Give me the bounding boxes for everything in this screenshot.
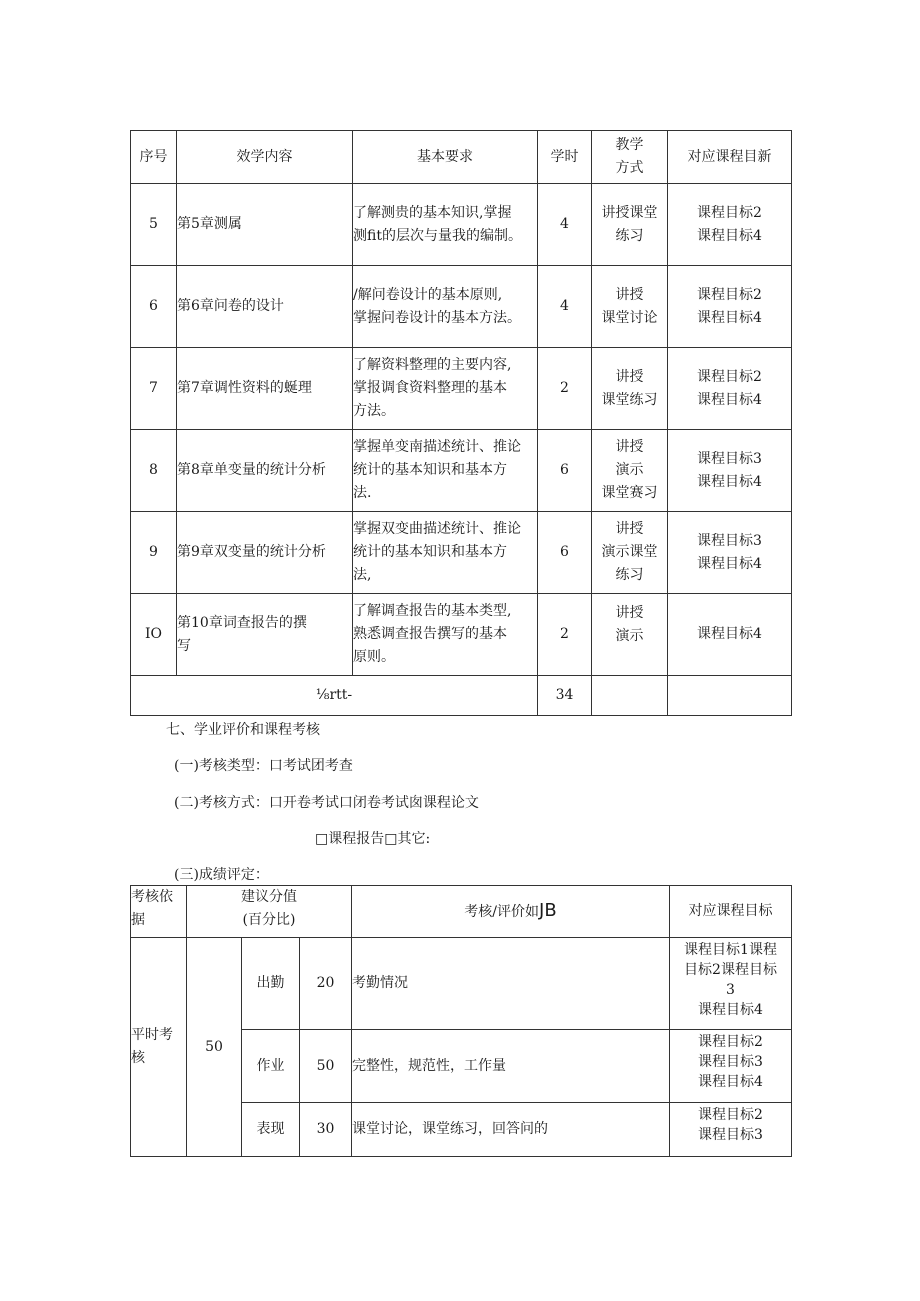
row-requirement: 了解调查报告的基本类型, 熟悉调查报告撰写的基本 原则。 — [353, 594, 538, 676]
total-hours: 34 — [538, 676, 592, 716]
row-goal: 课程目标3 课程目标4 — [668, 430, 792, 512]
section-heading: 七、学业评价和课程考核 — [166, 722, 320, 738]
row-requirement: 掌握单变南描述统计、推论 统计的基本知识和基本方 法. — [353, 430, 538, 512]
row-index: 5 — [131, 184, 177, 266]
header-requirement: 基本要求 — [353, 131, 538, 184]
row-goal: 课程目标4 — [668, 594, 792, 676]
row-goal: 课程目标2 课程目标4 — [668, 184, 792, 266]
table-header-row — [131, 131, 792, 184]
header-goal: 对应课程目标 — [670, 886, 792, 938]
row-index: IO — [131, 594, 177, 676]
table-row — [131, 594, 792, 676]
table-row — [131, 348, 792, 430]
item-goals — [670, 938, 792, 1030]
table-row — [131, 512, 792, 594]
goal-line: 3 — [726, 982, 735, 998]
row-goal: 课程目标3 课程目标4 — [668, 512, 792, 594]
item-description: 完整性，规范性，工作量 — [352, 1030, 670, 1103]
row-index: 7 — [131, 348, 177, 430]
total-method-empty — [592, 676, 668, 716]
row-method: 讲授 演示 课堂赛习 — [592, 430, 668, 512]
item-score: 20 — [300, 938, 352, 1030]
group-score: 50 — [187, 938, 242, 1157]
row-index: 8 — [131, 430, 177, 512]
table-row — [131, 184, 792, 266]
row-hours: 6 — [538, 430, 592, 512]
goal-line: 课程目标4 — [698, 1074, 763, 1090]
row-goal: 课程目标2 课程目标4 — [668, 266, 792, 348]
goal-line: 课程目标2 — [698, 1107, 763, 1123]
grade-row — [131, 938, 792, 1030]
row-hours: 2 — [538, 594, 592, 676]
header-method: 教学 方式 — [592, 131, 668, 184]
row-hours: 6 — [538, 512, 592, 594]
grade-table — [130, 885, 792, 1157]
goal-line: 课程目标3 — [698, 1054, 763, 1070]
row-hours: 2 — [538, 348, 592, 430]
grade-header-row — [131, 886, 792, 938]
row-content: 第5章测属 — [177, 184, 353, 266]
item-goals — [670, 1030, 792, 1103]
row-requirement: /解问卷设计的基本原则, 掌握问卷设计的基本方法。 — [353, 266, 538, 348]
assessment-method-line-2: □课程报告□其它: — [315, 831, 431, 847]
item-name: 作业 — [242, 1030, 300, 1103]
item-name: 出勤 — [242, 938, 300, 1030]
row-content: 第9章双变量的统计分析 — [177, 512, 353, 594]
table-row — [131, 430, 792, 512]
header-index: 序号 — [131, 131, 177, 184]
row-content: 第8章单变量的统计分析 — [177, 430, 353, 512]
header-goal: 对应课程目新 — [668, 131, 792, 184]
row-content: 第7章调性资料的蜒理 — [177, 348, 353, 430]
row-method: 讲授 课堂讨论 — [592, 266, 668, 348]
row-content: 第6章问卷的设计 — [177, 266, 353, 348]
table-row — [131, 266, 792, 348]
header-hours: 学时 — [538, 131, 592, 184]
row-content: 第10章词查报告的撰 写 — [177, 594, 353, 676]
row-method: 讲授 演示 — [592, 594, 668, 676]
row-method: 讲授 课堂练习 — [592, 348, 668, 430]
total-row — [131, 676, 792, 716]
group-name: 平时考 核 — [131, 938, 187, 1157]
header-basis: 考核依 据 — [131, 886, 187, 938]
assessment-method-line: (二)考核方式：口开卷考试口闭卷考试囱课程论文 — [174, 795, 479, 811]
assessment-type-line: (一)考核类型：口考试团考查 — [174, 758, 353, 774]
header-content: 效学内容 — [177, 131, 353, 184]
row-requirement: 了解测贵的基本知识,掌握 测fit的层次与量我的编制。 — [353, 184, 538, 266]
row-requirement: 了解资料整理的主要内容, 掌报调食资料整理的基本 方法。 — [353, 348, 538, 430]
row-goal: 课程目标2 课程目标4 — [668, 348, 792, 430]
row-method: 讲授 演示课堂 练习 — [592, 512, 668, 594]
goal-line: 课程目标4 — [698, 1002, 763, 1018]
total-label: ⅛rtt- — [131, 676, 538, 716]
item-description: 考勤情况 — [352, 938, 670, 1030]
item-name: 表现 — [242, 1103, 300, 1157]
header-score: 建议分值 (百分比) — [187, 886, 352, 938]
item-goals — [670, 1103, 792, 1157]
row-hours: 4 — [538, 266, 592, 348]
goal-line: 课程目标2 — [698, 1034, 763, 1050]
item-score: 50 — [300, 1030, 352, 1103]
row-index: 6 — [131, 266, 177, 348]
item-score: 30 — [300, 1103, 352, 1157]
header-assessment-content: 考核/评价如JB — [352, 886, 670, 938]
row-index: 9 — [131, 512, 177, 594]
goal-line: 目标2课程目标 — [684, 962, 777, 978]
goal-line: 课程目标1课程 — [684, 942, 777, 958]
teaching-content-table — [130, 130, 792, 716]
goal-line: 课程目标3 — [698, 1127, 763, 1143]
item-description: 课堂讨论，课堂练习，回答问的 — [352, 1103, 670, 1157]
row-hours: 4 — [538, 184, 592, 266]
row-requirement: 掌握双变曲描述统计、推论 统计的基本知识和基本方 法, — [353, 512, 538, 594]
grade-heading: (三)成绩评定： — [174, 867, 269, 883]
total-goal-empty — [668, 676, 792, 716]
row-method: 讲授课堂 练习 — [592, 184, 668, 266]
